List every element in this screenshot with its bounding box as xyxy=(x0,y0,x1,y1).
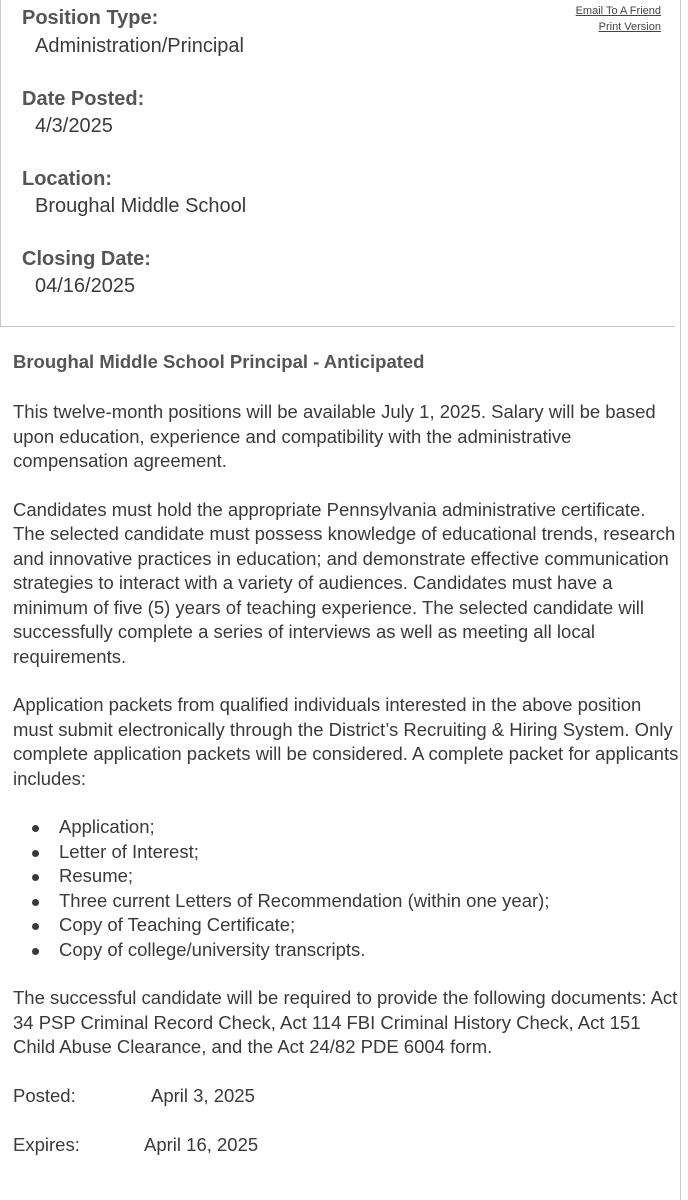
list-item: Copy of Teaching Certificate; xyxy=(59,913,679,938)
closing-date-label: Closing Date: xyxy=(22,248,151,270)
expires-label: Expires: xyxy=(13,1133,80,1155)
posted-value: April 3, 2025 xyxy=(151,1084,255,1106)
job-description xyxy=(13,350,679,1182)
clearances-paragraph: The successful candidate will be required to provide the following documents: Act 34 PSP Criminal Record Check, Act 114 FBI Criminal History Check, Act 151 Child Abuse Clearance, and the Act 24/82 PDE 6004 form. xyxy=(13,987,678,1057)
availability-paragraph: This twelve-month positions will be available July 1, 2025. Salary will be based upon education, experience and compatibility with the administrative compensation agreement. xyxy=(13,401,656,471)
closing-date-value: 04/16/2025 xyxy=(35,275,136,297)
list-item: Letter of Interest; xyxy=(59,840,679,865)
date-posted-label: Date Posted: xyxy=(22,88,145,110)
list-item: Application; xyxy=(59,815,679,840)
expires-value: April 16, 2025 xyxy=(144,1133,259,1155)
print-version-link[interactable]: Print Version xyxy=(598,21,661,33)
list-item: Three current Letters of Recommendation (within one year); xyxy=(59,889,679,914)
position-type-value: Administration/Principal xyxy=(35,35,244,57)
posted-row xyxy=(13,1084,679,1108)
email-to-friend-link[interactable]: Email To A Friend xyxy=(575,5,661,17)
posted-label: Posted: xyxy=(13,1084,76,1106)
action-links xyxy=(576,3,661,35)
list-item: Resume; xyxy=(59,864,679,889)
date-posted-value: 4/3/2025 xyxy=(35,115,113,137)
expires-row xyxy=(13,1133,679,1157)
location-value: Broughal Middle School xyxy=(35,195,247,217)
location-label: Location: xyxy=(22,168,112,190)
application-paragraph: Application packets from qualified individuals interested in the above position must submit electronically through the District’s Recruiting & Hiring System. Only complete application packets will be considered. A complete packet for applicants includes: xyxy=(13,694,679,789)
job-summary-panel xyxy=(0,0,675,327)
qualifications-paragraph: Candidates must hold the appropriate Pennsylvania administrative certificate. The selected candidate must possess knowledge of educational trends, research and innovative practices in education; and demonstrate effective communication strategies to interact with a variety of audiences. Candidates must have a minimum of five (5) years of teaching experience. The selected candidate will successfully complete a series of interviews as well as meeting all local requirements. xyxy=(13,498,676,667)
packet-requirements-list xyxy=(13,815,679,962)
position-type-label: Position Type: xyxy=(22,7,159,29)
list-item: Copy of college/university transcripts. xyxy=(59,938,679,963)
job-title: Broughal Middle School Principal - Anticipated xyxy=(13,351,425,372)
